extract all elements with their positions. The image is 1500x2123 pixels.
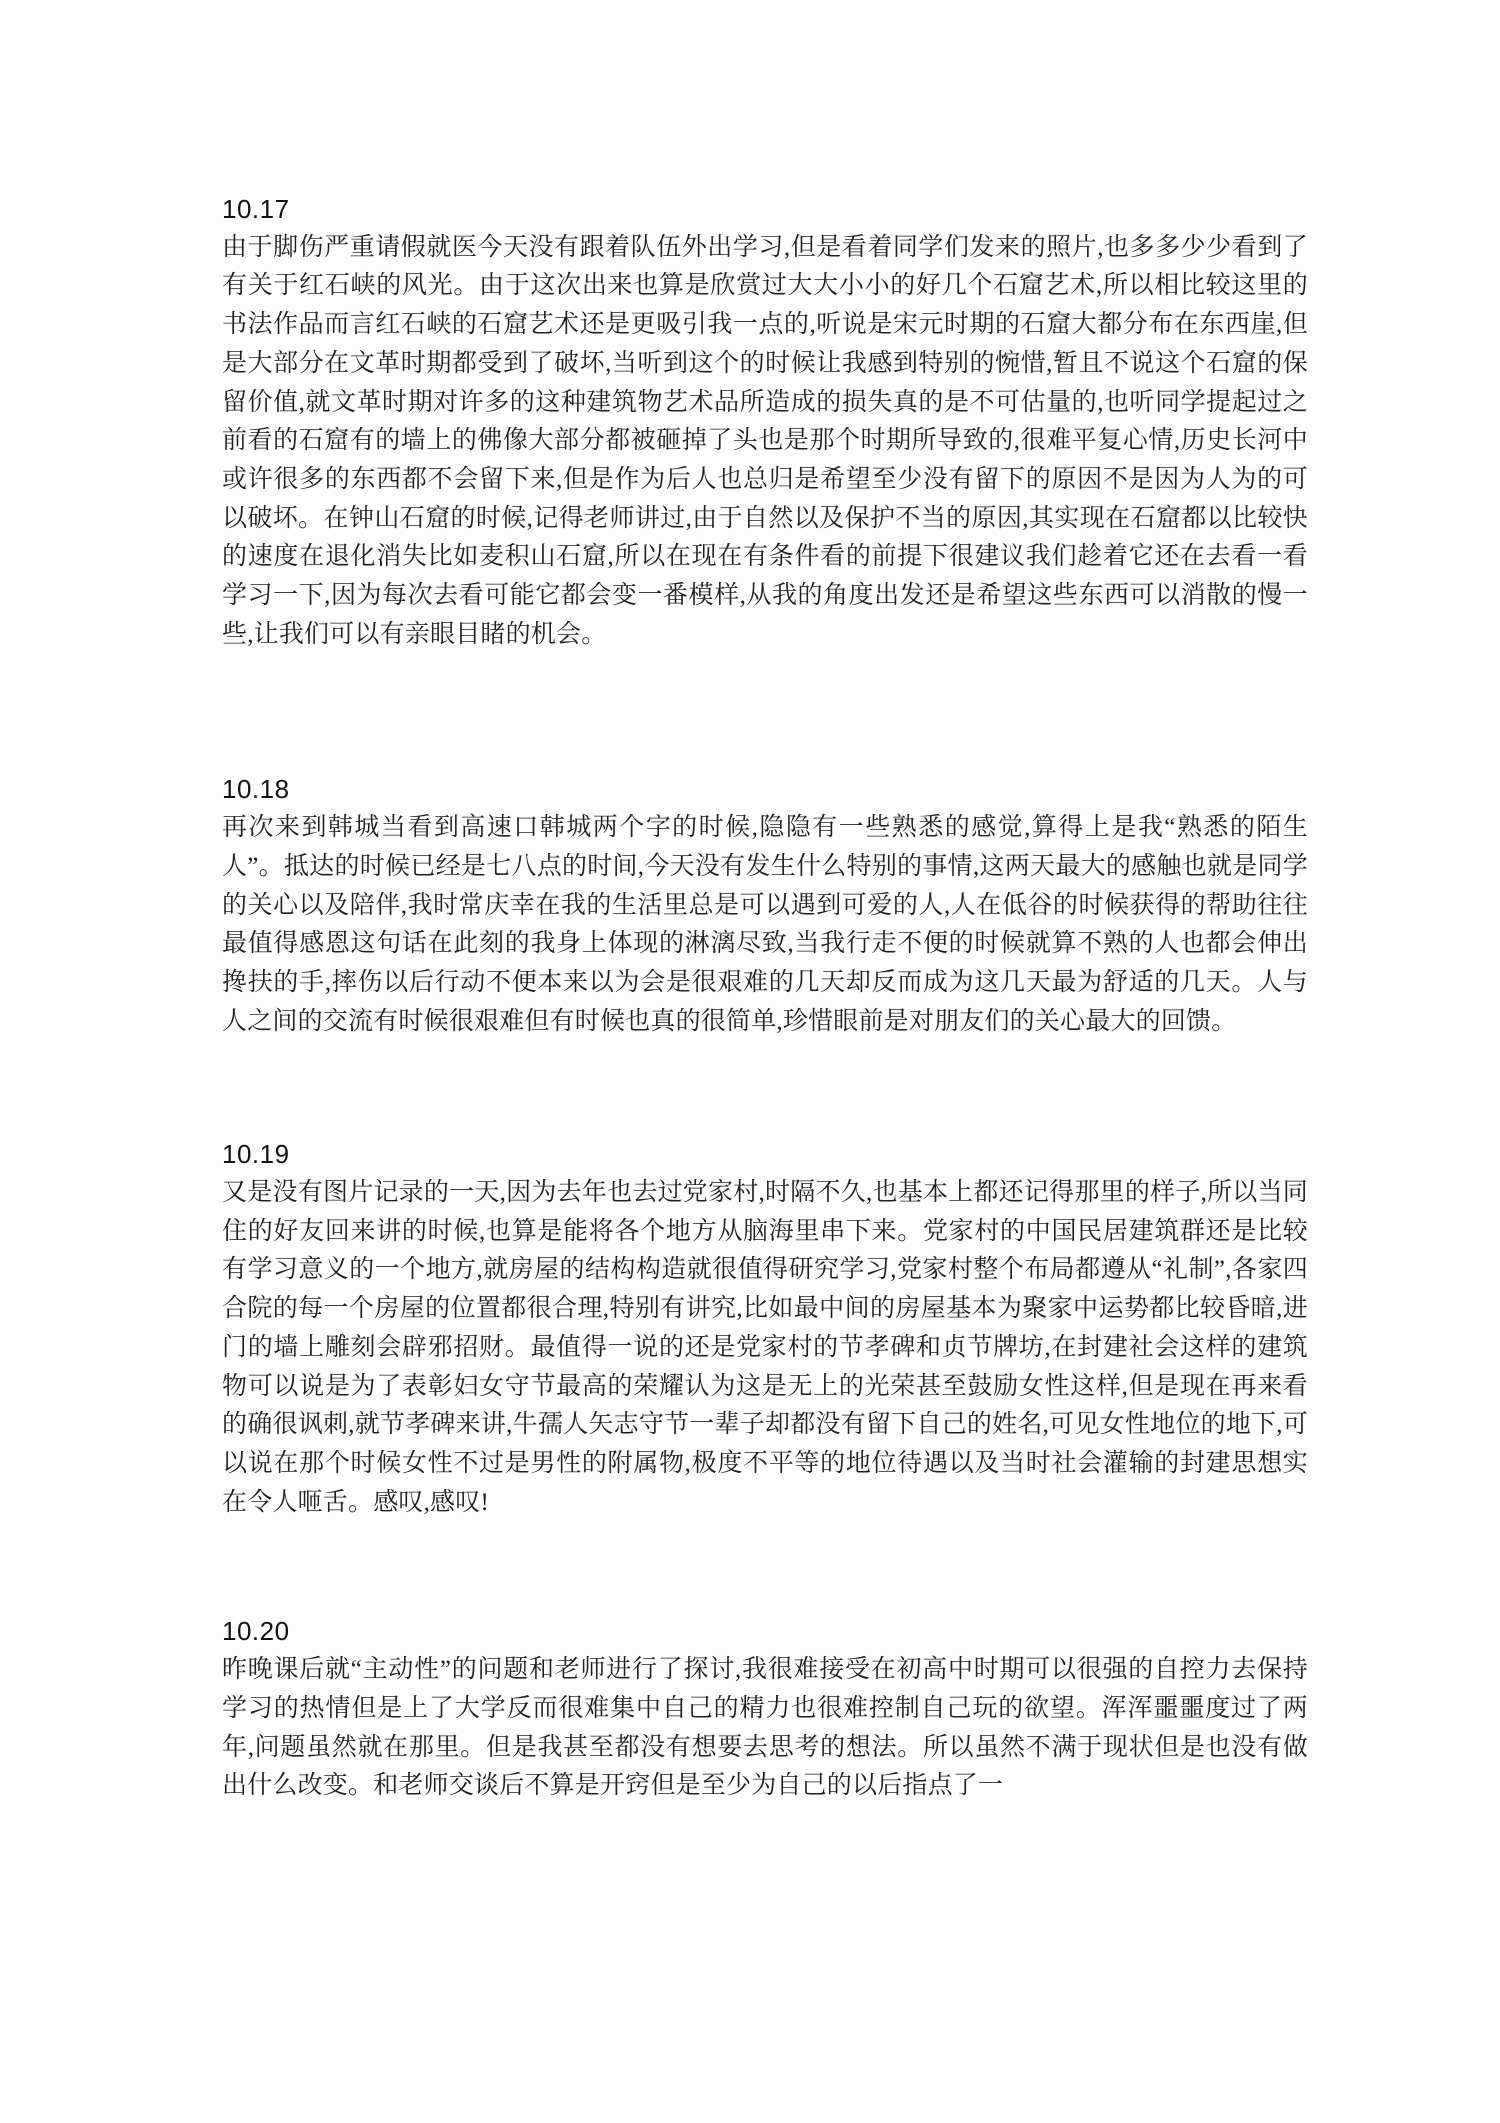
entry-date: 10.20 xyxy=(222,1616,290,1647)
journal-entry-10-17 xyxy=(222,190,1308,654)
journal-entry-10-20 xyxy=(222,1612,1308,1806)
journal-entry-10-18 xyxy=(222,770,1308,1041)
entry-body: 再次来到韩城当看到高速口韩城两个字的时候,隐隐有一些熟悉的感觉,算得上是我“熟悉的陌生人”。抵达的时候已经是七八点的时间,今天没有发生什么特别的事情,这两天最大的感触也就是同学的关心以及陪伴,我时常庆幸在我的生活里总是可以遇到可爱的人,人在低谷的时候获得的帮助往往最值得感恩这句话在此刻的我身上体现的淋漓尽致,当我行走不便的时候就算不熟的人也都会伸出搀扶的手,摔伤以后行动不便本来以为会是很艰难的几天却反而成为这几天最为舒适的几天。人与人之间的交流有时候很艰难但有时候也真的很简单,珍惜眼前是对朋友们的关心最大的回馈。 xyxy=(222,814,1308,1035)
entry-date: 10.19 xyxy=(222,1139,290,1170)
entry-date: 10.17 xyxy=(222,194,290,224)
entry-body: 由于脚伤严重请假就医今天没有跟着队伍外出学习,但是看着同学们发来的照片,也多多少少看到了有关于红石峡的风光。由于这次出来也算是欣赏过大大小小的好几个石窟艺术,所以相比较这里的书法作品而言红石峡的石窟艺术还是更吸引我一点的,听说是宋元时期的石窟大都分布在东西崖,但是大部分在文革时期都受到了破坏,当听到这个的时候让我感到特别的惋惜,暂且不说这个石窟的保留价值,就文革时期对许多的这种建筑物艺术品所造成的损失真的是不可估量的,也听同学提起过之前看的石窟有的墙上的佛像大部分都被砸掉了头也是那个时期所导致的,很难平复心情,历史长河中或许很多的东西都不会留下来,但是作为后人也总归是希望至少没有留下的原因不是因为人为的可以破坏。在钟山石窟的时候,记得老师讲过,由于自然以及保护不当的原因,其实现在石窟都以比较快的速度在退化消失比如麦积山石窟,所以在现在有条件看的前提下很建议我们趁着它还在去看一看学习一下,因为每次去看可能它都会变一番模样,从我的角度出发还是希望这些东西可以消散的慢一些,让我们可以有亲眼目睹的机会。 xyxy=(222,233,1308,648)
journal-entry-10-19 xyxy=(222,1135,1308,1522)
entry-body: 又是没有图片记录的一天,因为去年也去过党家村,时隔不久,也基本上都还记得那里的样子,所以当同住的好友回来讲的时候,也算是能将各个地方从脑海里串下来。党家村的中国民居建筑群还是比较有学习意义的一个地方,就房屋的结构构造就很值得研究学习,党家村整个布局都遵从“礼制”,各家四合院的每一个房屋的位置都很合理,特别有讲究,比如最中间的房屋基本为聚家中运势都比较昏暗,进门的墙上雕刻会辟邪招财。最值得一说的还是党家村的节孝碑和贞节牌坊,在封建社会这样的建筑物可以说是为了表彰妇女守节最高的荣耀认为这是无上的光荣甚至鼓励女性这样,但是现在再来看的确很讽刺,就节孝碑来讲,牛孺人矢志守节一辈子却都没有留下自己的姓名,可见女性地位的地下,可以说在那个时候女性不过是男性的附属物,极度不平等的地位待遇以及当时社会灌输的封建思想实在令人咂舌。感叹,感叹! xyxy=(222,1179,1308,1516)
entry-date: 10.18 xyxy=(222,774,290,805)
entry-body: 昨晚课后就“主动性”的问题和老师进行了探讨,我很难接受在初高中时期可以很强的自控力去保持学习的热情但是上了大学反而很难集中自己的精力也很难控制自己玩的欲望。浑浑噩噩度过了两年,问题虽然就在那里。但是我甚至都没有想要去思考的想法。所以虽然不满于现状但是也没有做出什么改变。和老师交谈后不算是开窍但是至少为自己的以后指点了一 xyxy=(222,1656,1308,1800)
